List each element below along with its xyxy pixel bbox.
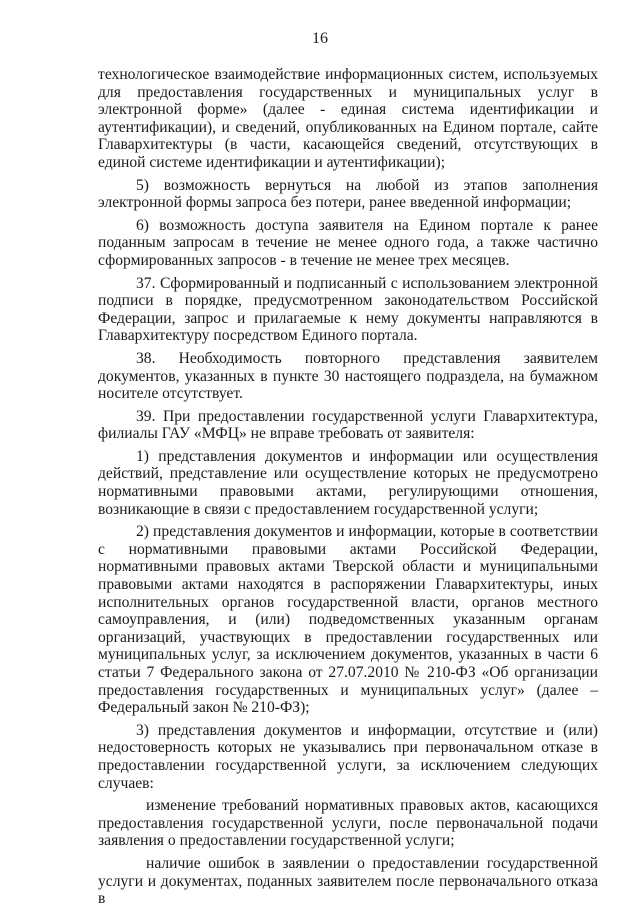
paragraph-continuation: технологическое взаимодействие информационных систем, используемых для предоставления государственных и муниципальных услуг в электронной форме» (далее - единая система идентификации и аутентификации), и сведений, опубликованных на Едином портале, сайте Главархитектуры (в части, касающейся сведений, отсутствующих в единой системе идентификации и аутентификации); — [98, 66, 598, 171]
document-body — [98, 66, 598, 913]
paragraph-clause-39-item-2: 2) представления документов и информации, которые в соответствии с нормативными правовыми актами Российской Федерации, нормативными правовых актами Тверской области и муниципальными правовыми актами находятся в распоряжении Главархитектуры, иных исполнительных органов государственной власти, органов местного самоуправления, и (или) подведомственных указанным органам организаций, участвующих в предоставлении государственных или муниципальных услуг, за исключением документов, указанных в части 6 статьи 7 Федерального закона от 27.07.2010 № 210-ФЗ «Об организации предоставления государственных и муниципальных услуг» (далее – Федеральный закон № 210-ФЗ); — [98, 523, 598, 717]
paragraph-clause-39-item-3: 3) представления документов и информации, отсутствие и (или) недостоверность которых не указывались при первоначальном отказе в предоставлении государственной услуги, за исключением следующих случаев: — [98, 721, 598, 792]
paragraph-item-5: 5) возможность вернуться на любой из этапов заполнения электронной формы запроса без потери, ранее введенной информации; — [98, 176, 598, 212]
paragraph-exception-case-1: изменение требований нормативных правовых актов, касающихся предоставления государственной услуги, после первоначальной подачи заявления о предоставлении государственной услуги; — [98, 797, 598, 850]
paragraph-exception-case-2: наличие ошибок в заявлении о предоставлении государственной услуги и документах, поданных заявителем после первоначального отказа в — [98, 854, 598, 908]
paragraph-clause-37: 37. Сформированный и подписанный с использованием электронной подписи в порядке, предусмотренном законодательством Российской Федерации, запрос и прилагаемые к нему документы направляются в Главархитектуру посредством Единого портала. — [98, 274, 598, 345]
page-number: 16 — [312, 30, 328, 47]
paragraph-clause-39: 39. При предоставлении государственной услуги Главархитектура, филиалы ГАУ «МФЦ» не вправе требовать от заявителя: — [98, 407, 598, 443]
paragraph-clause-39-item-1: 1) представления документов и информации или осуществления действий, представление или осуществление которых не предусмотрено нормативными правовыми актами, регулирующими отношения, возникающие в связи с предоставлением государственной услуги; — [98, 447, 598, 518]
paragraph-item-6: 6) возможность доступа заявителя на Едином портале к ранее поданным запросам в течение не менее одного года, а также частично сформированных запросов - в течение не менее трех месяцев. — [98, 216, 598, 269]
paragraph-clause-38: 38. Необходимость повторного представления заявителем документов, указанных в пункте 30 настоящего подраздела, на бумажном носителе отсутствует. — [98, 349, 598, 403]
